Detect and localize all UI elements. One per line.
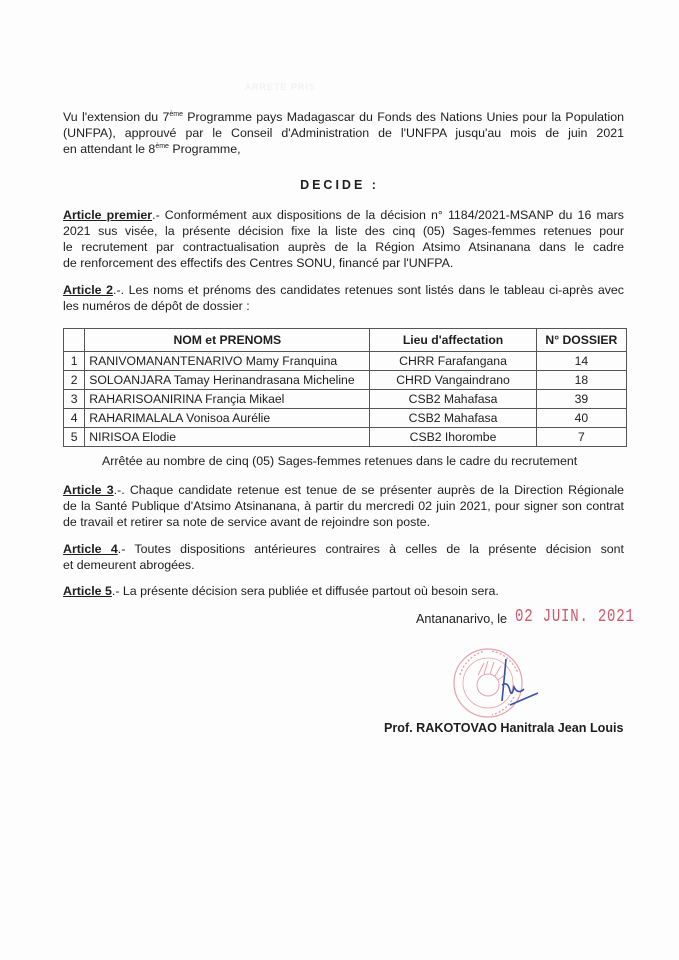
signature-icon — [502, 659, 538, 705]
article-text: .- La présente décision sera publiée et diffusée partout où besoin sera. — [111, 584, 499, 598]
row-name: NIRISOA Elodie — [85, 428, 370, 447]
table-row — [64, 371, 627, 390]
article-label: Article 2 — [63, 283, 114, 297]
row-num: 4 — [64, 409, 85, 428]
row-dossier: 7 — [536, 428, 626, 447]
article-label: Article 4 — [63, 542, 118, 556]
row-lieu: CHRD Vangaindrano — [370, 371, 536, 390]
article-text: de la Santé Publique d'Atsimo Atsinanana, à partir du mercredi 02 juin 2021, pour signer son contrat — [63, 499, 624, 513]
article-text: .- Toutes dispositions antérieures contraires à celles de la présente décision sont — [117, 542, 624, 556]
row-lieu: CHRR Farafangana — [370, 352, 536, 371]
row-name: RAHARIMALALA Vonisoa Aurélie — [85, 409, 370, 428]
header-lieu: Lieu d'affectation — [370, 329, 536, 352]
article-4 — [63, 541, 624, 573]
article-text: .-. Chaque candidate retenue est tenue de se présenter auprès de la Direction Régionale — [113, 483, 624, 497]
article-text: .-. Les noms et prénoms des candidates retenues sont listés dans le tableau ci-après avec — [113, 283, 624, 297]
superscript: ème — [155, 143, 169, 150]
header-dossier: N° DOSSIER — [536, 329, 626, 352]
preamble-text: Programme, — [168, 142, 241, 156]
article-text: et demeurent abrogées. — [63, 558, 195, 572]
row-lieu: CSB2 Mahafasa — [370, 409, 536, 428]
table-header-row — [64, 329, 627, 352]
row-dossier: 18 — [536, 371, 626, 390]
header-num — [64, 329, 85, 352]
preamble — [63, 109, 624, 157]
row-num: 2 — [64, 371, 85, 390]
date-stamp: 02 JUIN. 2021 — [515, 607, 635, 627]
row-dossier: 39 — [536, 390, 626, 409]
row-dossier: 14 — [536, 352, 626, 371]
candidates-table — [63, 328, 627, 447]
article-text: le recrutement par contractualisation auprès de la Région Atsimo Atsinanana dans le cadre — [63, 240, 624, 254]
row-num: 5 — [64, 428, 85, 447]
superscript: ème — [169, 111, 183, 118]
article-3 — [63, 482, 624, 530]
table-row — [64, 390, 627, 409]
row-name: SOLOANJARA Tamay Herinandrasana Micheline — [85, 371, 370, 390]
preamble-text: en attendant le 8 — [63, 142, 156, 156]
preamble-text: (UNFPA), approuvé par le Conseil d'Administration de l'UNFPA jusqu'au mois de juin 2021 — [63, 126, 624, 140]
preamble-text: Programme pays Madagascar du Fonds des Nations Unies pour la Population — [182, 110, 624, 124]
article-text: les numéros de dépôt de dossier : — [63, 299, 250, 313]
header-name: NOM et PRENOMS — [85, 329, 370, 352]
article-text: de renforcement des effectifs des Centres SONU, financé par l'UNFPA. — [63, 256, 454, 270]
seal-icon — [454, 649, 522, 717]
faint-header-watermark: ARRETE PRIS — [245, 82, 317, 92]
row-name: RANIVOMANANTENARIVO Mamy Franquina — [85, 352, 370, 371]
article-2 — [63, 282, 624, 314]
row-num: 1 — [64, 352, 85, 371]
article-label: Article 5 — [63, 584, 112, 598]
arretee-note: Arrêtée au nombre de cinq (05) Sages-femmes retenues dans le cadre du recrutement — [102, 454, 578, 468]
official-seal-with-signature — [448, 645, 544, 723]
article-text: 2021 sus visée, la présente décision fixe la liste des cinq (05) Sages-femmes retenues pour — [63, 224, 624, 238]
table-row — [64, 428, 627, 447]
row-dossier: 40 — [536, 409, 626, 428]
article-5 — [63, 583, 624, 599]
table-row — [64, 352, 627, 371]
article-label: Article 3 — [63, 483, 114, 497]
place-label: Antananarivo, le — [416, 612, 508, 626]
article-1 — [63, 207, 624, 271]
row-lieu: CSB2 Mahafasa — [370, 390, 536, 409]
article-text: de travail et retirer sa note de service avant de rejoindre son poste. — [63, 515, 431, 529]
decide-heading: DECIDE : — [300, 178, 379, 192]
row-name: RAHARISOANIRINA Françia Mikael — [85, 390, 370, 409]
table-row — [64, 409, 627, 428]
preamble-text: Vu l'extension du 7 — [63, 110, 170, 124]
signer-name: Prof. RAKOTOVAO Hanitrala Jean Louis — [384, 721, 624, 735]
article-text: .- Conformément aux dispositions de la décision n° 1184/2021-MSANP du 16 mars — [152, 208, 624, 222]
row-num: 3 — [64, 390, 85, 409]
row-lieu: CSB2 Ihorombe — [370, 428, 536, 447]
article-label: Article premier — [63, 208, 153, 222]
